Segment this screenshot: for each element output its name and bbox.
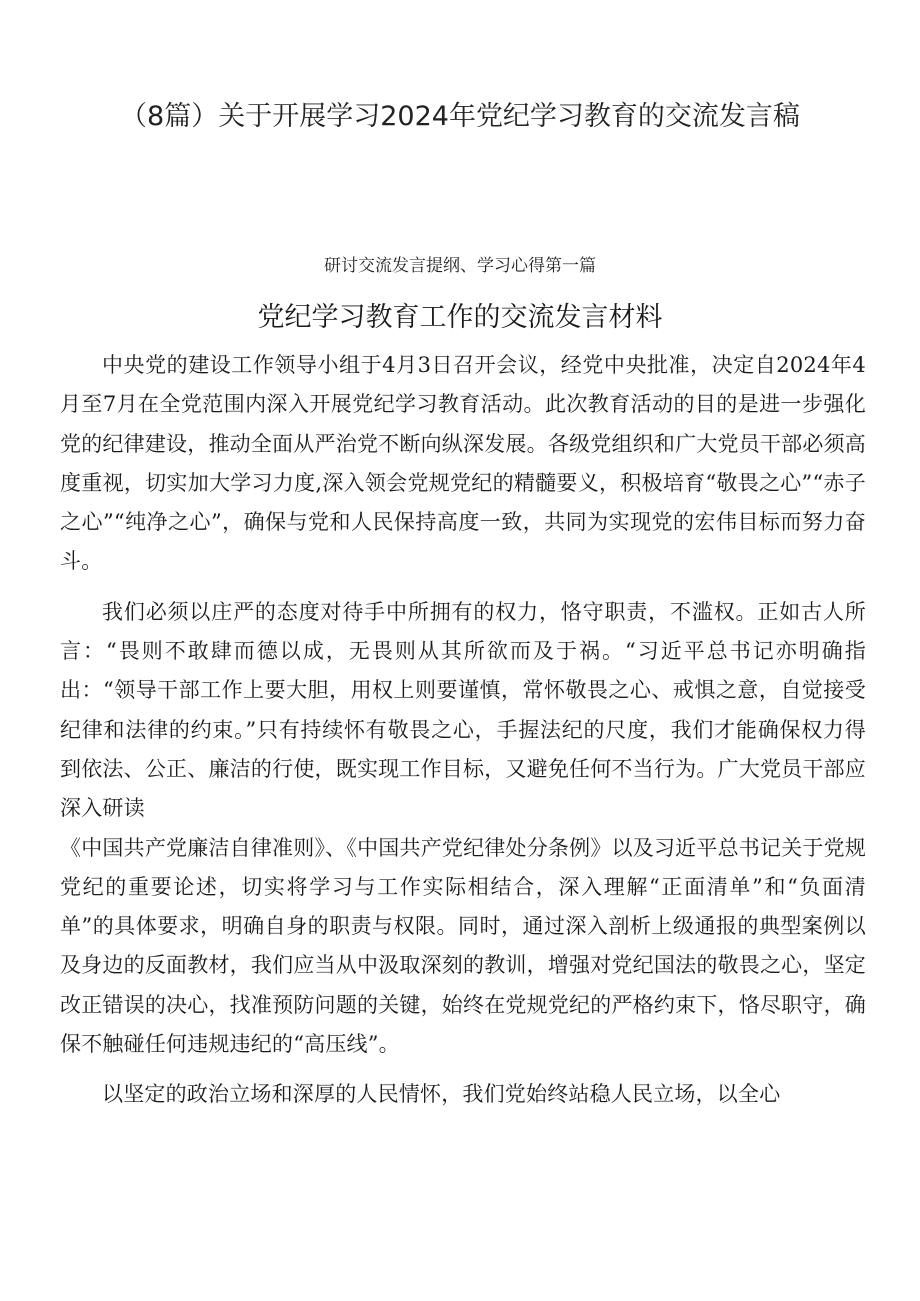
paragraph-1: 中央党的建设工作领导小组于4月3日召开会议，经党中央批准，决定自2024年4月至7月在全党范围内深入开展党纪学习教育活动。此次教育活动的目的是进一步强化党的纪律建设，推动全面从严治党不断向纵深发展。各级党组织和广大党员干部必须高度重视，切实加大学习力度,深入领会党规党纪的精髓要义，积极培育“敬畏之心”“赤子之心”“纯净之心”，确保与党和人民保持高度一致，共同为实现党的宏伟目标而努力奋斗。	[60, 353, 866, 574]
paragraph-3: 《中国共产党廉洁自律准则》、《中国共产党纪律处分条例》以及习近平总书记关于党规党纪的重要论述，切实将学习与工作实际相结合，深入理解“正面清单”和“负面清单”的具体要求，明确自身的职责与权限。同时，通过深入剖析上级通报的典型案例以及身边的反面教材，我们应当从中汲取深刻的教训，增强对党纪国法的敬畏之心，坚定改正错误的决心，找准预防问题的关键，始终在党规党纪的严格约束下，恪尽职守，确保不触碰任何违规违纪的“高压线”。	[60, 835, 866, 1057]
paragraph-4: 以坚定的政治立场和深厚的人民情怀，我们党始终站稳人民立场，以全心	[102, 1082, 781, 1107]
section-label: 研讨交流发言提纲、学习心得第一篇	[324, 256, 596, 276]
paragraph-2: 我们必须以庄严的态度对待手中所拥有的权力，恪守职责，不滥权。正如古人所言：“畏则不敢肆而德以成，无畏则从其所欲而及于祸。“习近平总书记亦明确指出：“领导干部工作上要大胆，用权上则要谨慎，常怀敬畏之心、戒惧之意，自觉接受纪律和法律的约束。”只有持续怀有敬畏之心，手握法纪的尺度，我们才能确保权力得到依法、公正、廉洁的行使，既实现工作目标，又避免任何不当行为。广大党员干部应深入研读	[60, 599, 866, 821]
document-body	[60, 346, 866, 1115]
document-title: （8篇）关于开展学习2024年党纪学习教育的交流发言稿	[120, 101, 800, 132]
section-title: 党纪学习教育工作的交流发言材料	[257, 302, 663, 333]
